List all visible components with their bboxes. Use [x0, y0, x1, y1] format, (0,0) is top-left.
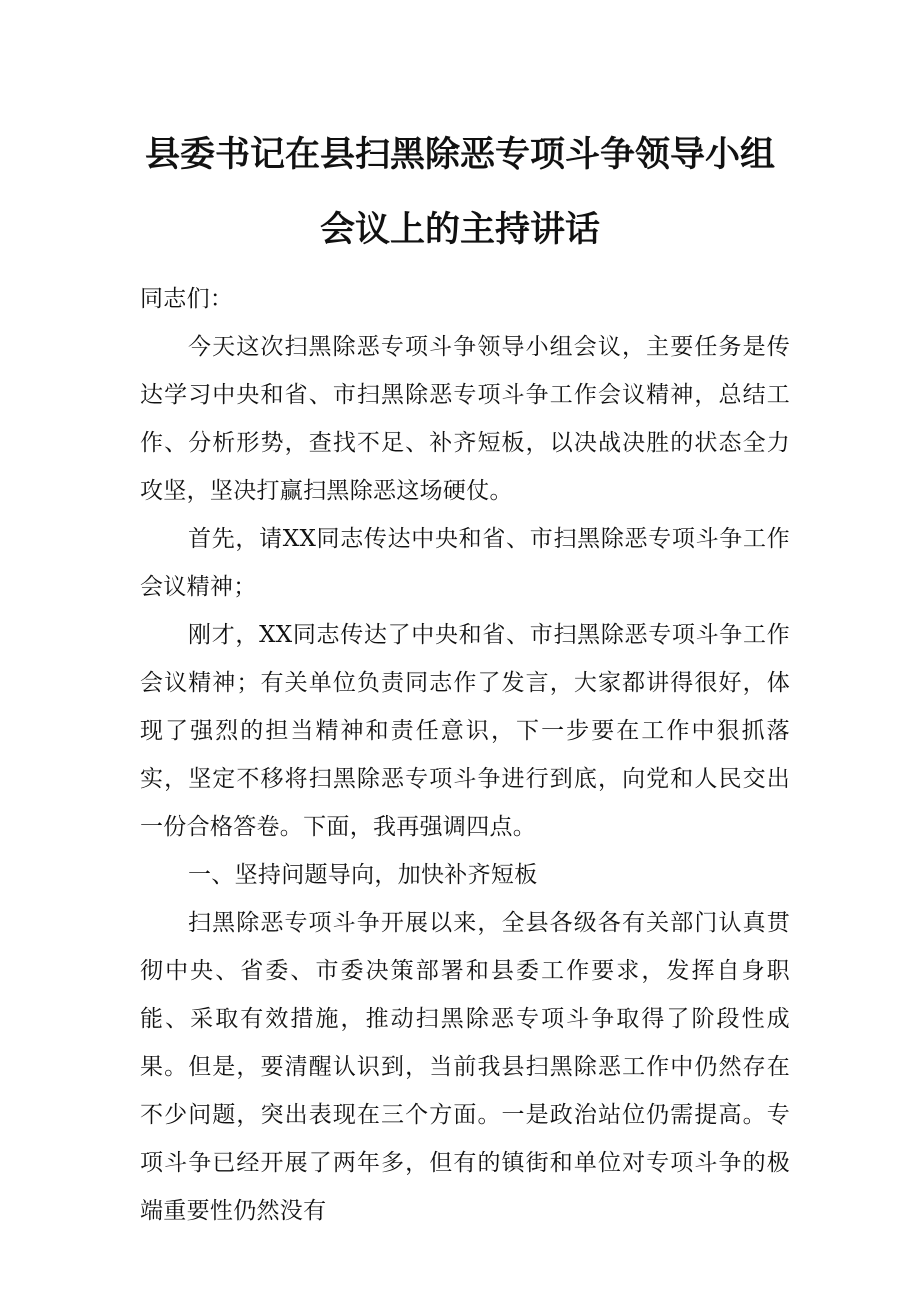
paragraph-intro: 今天这次扫黑除恶专项斗争领导小组会议，主要任务是传达学习中央和省、市扫黑除恶专项斗争工作会议精神，总结工作、分析形势，查找不足、补齐短板，以决战决胜的状态全力攻坚，坚决打赢扫黑除恶这场硬仗。	[140, 334, 790, 504]
document-body	[140, 275, 790, 1235]
document-title-line-1: 县委书记在县扫黑除恶专项斗争领导小组	[144, 135, 775, 175]
paragraph-section-1: 扫黑除恶专项斗争开展以来，全县各级各有关部门认真贯彻中央、省委、市委决策部署和县委工作要求，发挥自身职能、采取有效措施，推动扫黑除恶专项斗争取得了阶段性成果。但是，要清醒认识到，当前我县扫黑除恶工作中仍然存在不少问题，突出表现在三个方面。一是政治站位仍需提高。专项斗争已经开展了两年多，但有的镇街和单位对专项斗争的极端重要性仍然没有	[140, 910, 790, 1224]
document-title-line-2: 会议上的主持讲话	[319, 210, 600, 250]
section-heading-1: 一、坚持问题导向，加快补齐短板	[188, 862, 538, 888]
paragraph-first: 首先，请XX同志传达中央和省、市扫黑除恶专项斗争工作会议精神；	[140, 526, 790, 600]
salutation: 同志们：	[140, 286, 234, 312]
paragraph-summary: 刚才，XX同志传达了中央和省、市扫黑除恶专项斗争工作会议精神；有关单位负责同志作了发言，大家都讲得很好，体现了强烈的担当精神和责任意识，下一步要在工作中狠抓落实，坚定不移将扫黑除恶专项斗争进行到底，向党和人民交出一份合格答卷。下面，我再强调四点。	[140, 622, 790, 840]
